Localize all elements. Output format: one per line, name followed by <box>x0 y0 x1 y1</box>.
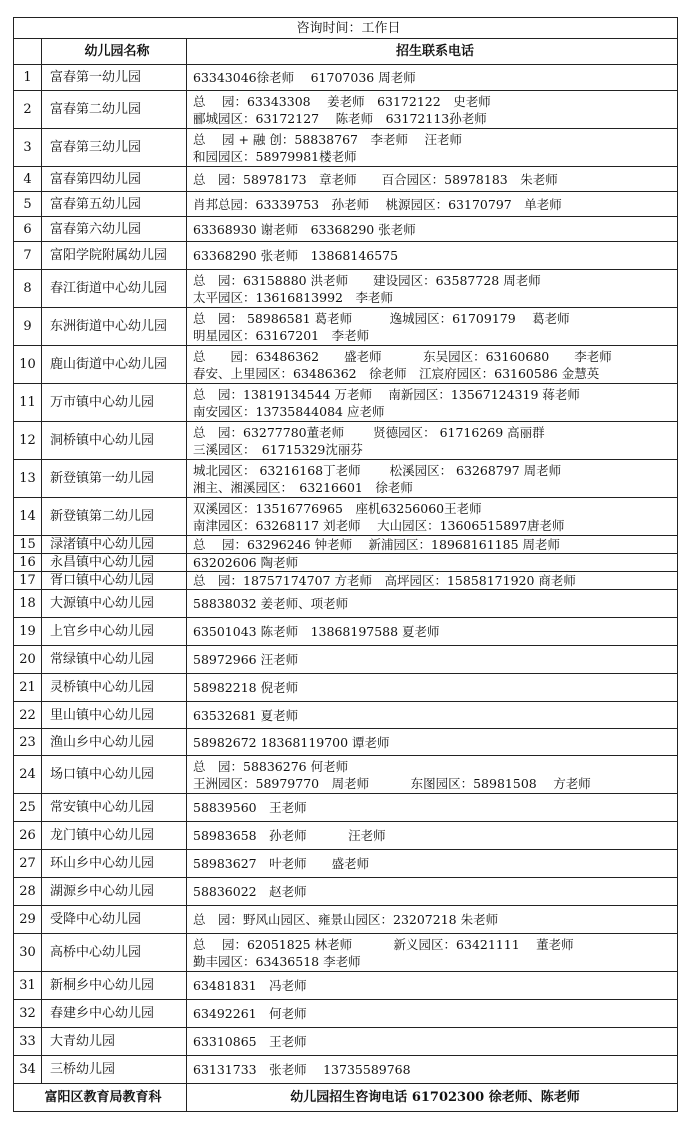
contact-phone-cell <box>187 906 678 934</box>
table-row <box>14 536 678 554</box>
kindergarten-name: 富春第六幼儿园 <box>42 217 187 242</box>
kindergarten-name: 春江街道中心幼儿园 <box>42 270 187 308</box>
row-number: 27 <box>14 850 42 878</box>
kindergarten-name: 受降中心幼儿园 <box>42 906 187 934</box>
kindergarten-name: 龙门镇中心幼儿园 <box>42 822 187 850</box>
contact-line: 58839560 王老师 <box>193 800 307 815</box>
contact-phone-cell <box>187 878 678 906</box>
table-row <box>14 794 678 822</box>
kindergarten-name: 富阳学院附属幼儿园 <box>42 242 187 270</box>
contact-line: 58982672 18368119700 谭老师 <box>193 734 390 750</box>
row-number: 25 <box>14 794 42 822</box>
contact-line: 63131733 张老师 13735589768 <box>193 1062 411 1077</box>
contact-line: 春安、上里园区：63486362 徐老师 江宸府园区：63160586 金慧英 <box>193 365 600 381</box>
contact-phone-cell <box>187 850 678 878</box>
contact-line: 和园园区：58979981楼老师 <box>193 148 357 164</box>
contact-phone-cell <box>187 794 678 822</box>
contact-line: 63532681 夏老师 <box>193 707 299 723</box>
kindergarten-contact-table <box>13 17 678 1112</box>
contact-phone-cell <box>187 65 678 91</box>
row-number: 22 <box>14 702 42 729</box>
contact-phone-cell <box>187 308 678 346</box>
table-row <box>14 702 678 729</box>
table-row <box>14 65 678 91</box>
row-number: 6 <box>14 217 42 242</box>
table-row <box>14 308 678 346</box>
table-row <box>14 756 678 794</box>
row-number: 26 <box>14 822 42 850</box>
kindergarten-name: 里山镇中心幼儿园 <box>42 702 187 729</box>
row-number: 29 <box>14 906 42 934</box>
contact-phone-cell <box>187 242 678 270</box>
contact-line: 三溪园区： 61715329沈丽芬 <box>193 441 363 457</box>
kindergarten-name: 新桐乡中心幼儿园 <box>42 972 187 1000</box>
header-row <box>14 39 678 65</box>
row-number: 4 <box>14 167 42 192</box>
row-number: 32 <box>14 1000 42 1028</box>
kindergarten-name: 灵桥镇中心幼儿园 <box>42 674 187 702</box>
contact-line: 58983627 叶老师 盛老师 <box>193 856 370 871</box>
contact-phone-cell <box>187 1028 678 1056</box>
row-number: 20 <box>14 646 42 674</box>
row-number: 24 <box>14 756 42 794</box>
contact-line: 总 园：62051825 林老师 新义园区：63421111 董老师 <box>193 936 574 952</box>
row-number: 23 <box>14 729 42 756</box>
contact-line: 总 园：63296246 钟老师 新浦园区：18968161185 周老师 <box>193 537 560 552</box>
contact-phone-cell <box>187 91 678 129</box>
contact-line: 总 园：63158880 洪老师 建设园区：63587728 周老师 <box>193 272 541 288</box>
table-row <box>14 906 678 934</box>
contact-phone-cell <box>187 217 678 242</box>
kindergarten-name: 富春第四幼儿园 <box>42 167 187 192</box>
contact-phone-cell <box>187 572 678 590</box>
row-number: 5 <box>14 192 42 217</box>
table-row <box>14 646 678 674</box>
contact-line: 双溪园区：13516776965 座机63256060王老师 <box>193 500 482 516</box>
table-row <box>14 346 678 384</box>
contact-line: 总 园：58978173 章老师 百合园区：58978183 朱老师 <box>193 171 558 187</box>
contact-phone-cell <box>187 346 678 384</box>
header-phone: 招生联系电话 <box>187 39 678 65</box>
table-row <box>14 460 678 498</box>
table-body <box>14 65 678 1084</box>
contact-line: 南津园区：63268117 刘老师 大山园区：13606515897唐老师 <box>193 517 565 533</box>
contact-phone-cell <box>187 270 678 308</box>
contact-phone-cell <box>187 384 678 422</box>
kindergarten-name: 大青幼儿园 <box>42 1028 187 1056</box>
table-row <box>14 590 678 618</box>
row-number: 8 <box>14 270 42 308</box>
table-row <box>14 217 678 242</box>
kindergarten-name: 三桥幼儿园 <box>42 1056 187 1084</box>
contact-line: 总 园：18757174707 方老师 高坪园区：15858171920 商老师 <box>193 573 576 588</box>
table-row <box>14 192 678 217</box>
table-row <box>14 242 678 270</box>
table-row <box>14 129 678 167</box>
contact-phone-cell <box>187 590 678 618</box>
row-number: 33 <box>14 1028 42 1056</box>
kindergarten-name: 春建乡中心幼儿园 <box>42 1000 187 1028</box>
contact-phone-cell <box>187 702 678 729</box>
contact-line: 湘主、湘溪园区： 63216601 徐老师 <box>193 479 413 495</box>
contact-line: 63310865 王老师 <box>193 1034 307 1049</box>
kindergarten-name: 环山乡中心幼儿园 <box>42 850 187 878</box>
kindergarten-name: 常安镇中心幼儿园 <box>42 794 187 822</box>
kindergarten-name: 东洲街道中心幼儿园 <box>42 308 187 346</box>
kindergarten-name: 新登镇第一幼儿园 <box>42 460 187 498</box>
contact-line: 总 园：58836276 何老师 <box>193 758 349 774</box>
contact-line: 总 园：63277780董老师 贤德园区： 61716269 高丽群 <box>193 424 545 440</box>
contact-line: 总 园：63343308 姜老师 63172122 史老师 <box>193 93 491 109</box>
table-row <box>14 1056 678 1084</box>
contact-phone-cell <box>187 674 678 702</box>
table-row <box>14 572 678 590</box>
contact-phone-cell <box>187 934 678 972</box>
table-row <box>14 822 678 850</box>
contact-line: 63368930 谢老师 63368290 张老师 <box>193 221 416 237</box>
contact-line: 郦城园区：63172127 陈老师 63172113孙老师 <box>193 110 487 126</box>
table-row <box>14 498 678 536</box>
kindergarten-name: 上官乡中心幼儿园 <box>42 618 187 646</box>
contact-line: 勤丰园区：63436518 李老师 <box>193 953 361 969</box>
contact-line: 总 园：野风山园区、雍景山园区：23207218 朱老师 <box>193 912 499 927</box>
contact-line: 63481831 冯老师 <box>193 978 307 993</box>
contact-line: 58983658 孙老师 汪老师 <box>193 828 386 843</box>
table-row <box>14 850 678 878</box>
row-number: 34 <box>14 1056 42 1084</box>
row-number: 16 <box>14 554 42 572</box>
row-number: 11 <box>14 384 42 422</box>
table-row <box>14 674 678 702</box>
contact-line: 城北园区： 63216168丁老师 松溪园区： 63268797 周老师 <box>193 462 562 478</box>
contact-phone-cell <box>187 1000 678 1028</box>
contact-line: 总 园 + 融 创：58838767 李老师 汪老师 <box>193 131 462 147</box>
contact-phone-cell <box>187 167 678 192</box>
kindergarten-name: 富春第一幼儿园 <box>42 65 187 91</box>
row-number: 3 <box>14 129 42 167</box>
contact-line: 南安园区：13735844084 应老师 <box>193 403 385 419</box>
header-index-blank <box>14 39 42 65</box>
row-number: 18 <box>14 590 42 618</box>
contact-phone-cell <box>187 756 678 794</box>
contact-line: 63368290 张老师 13868146575 <box>193 248 399 263</box>
table-row <box>14 972 678 1000</box>
kindergarten-name: 洞桥镇中心幼儿园 <box>42 422 187 460</box>
row-number: 17 <box>14 572 42 590</box>
row-number: 15 <box>14 536 42 554</box>
contact-line: 王洲园区：58979770 周老师 东图园区：58981508 方老师 <box>193 775 591 791</box>
kindergarten-name: 富春第二幼儿园 <box>42 91 187 129</box>
contact-line: 63202606 陶老师 <box>193 555 299 570</box>
contact-phone-cell <box>187 422 678 460</box>
row-number: 13 <box>14 460 42 498</box>
kindergarten-name: 万市镇中心幼儿园 <box>42 384 187 422</box>
table-row <box>14 618 678 646</box>
row-number: 19 <box>14 618 42 646</box>
contact-phone-cell <box>187 1056 678 1084</box>
row-number: 21 <box>14 674 42 702</box>
table-row <box>14 384 678 422</box>
contact-phone-cell <box>187 822 678 850</box>
header-name: 幼儿园名称 <box>42 39 187 65</box>
contact-line: 58972966 汪老师 <box>193 652 299 667</box>
row-number: 7 <box>14 242 42 270</box>
contact-phone-cell <box>187 729 678 756</box>
title-row <box>14 18 678 39</box>
contact-phone-cell <box>187 646 678 674</box>
footer-row <box>14 1084 678 1112</box>
table-row <box>14 1028 678 1056</box>
kindergarten-name: 渌渚镇中心幼儿园 <box>42 536 187 554</box>
row-number: 12 <box>14 422 42 460</box>
contact-line: 63501043 陈老师 13868197588 夏老师 <box>193 624 440 639</box>
kindergarten-name: 渔山乡中心幼儿园 <box>42 729 187 756</box>
row-number: 14 <box>14 498 42 536</box>
contact-phone-cell <box>187 554 678 572</box>
contact-phone-cell <box>187 129 678 167</box>
table-row <box>14 729 678 756</box>
row-number: 10 <box>14 346 42 384</box>
contact-phone-cell <box>187 618 678 646</box>
table-row <box>14 167 678 192</box>
table-row <box>14 270 678 308</box>
kindergarten-name: 大源镇中心幼儿园 <box>42 590 187 618</box>
kindergarten-name: 永昌镇中心幼儿园 <box>42 554 187 572</box>
table-row <box>14 1000 678 1028</box>
kindergarten-name: 常绿镇中心幼儿园 <box>42 646 187 674</box>
contact-line: 太平园区：13616813992 李老师 <box>193 289 393 305</box>
consult-time-title: 咨询时间：工作日 <box>14 18 678 39</box>
kindergarten-name: 胥口镇中心幼儿园 <box>42 572 187 590</box>
contact-line: 58836022 赵老师 <box>193 884 307 899</box>
kindergarten-name: 富春第三幼儿园 <box>42 129 187 167</box>
kindergarten-name: 富春第五幼儿园 <box>42 192 187 217</box>
table-row <box>14 422 678 460</box>
table-row <box>14 934 678 972</box>
row-number: 2 <box>14 91 42 129</box>
contact-line: 58838032 姜老师、项老师 <box>193 596 349 611</box>
row-number: 1 <box>14 65 42 91</box>
contact-phone-cell <box>187 460 678 498</box>
footer-department: 富阳区教育局教育科 <box>14 1084 187 1112</box>
kindergarten-name: 场口镇中心幼儿园 <box>42 756 187 794</box>
kindergarten-name: 湖源乡中心幼儿园 <box>42 878 187 906</box>
contact-phone-cell <box>187 498 678 536</box>
row-number: 31 <box>14 972 42 1000</box>
kindergarten-name: 新登镇第二幼儿园 <box>42 498 187 536</box>
contact-line: 肖邦总园：63339753 孙老师 桃源园区：63170797 单老师 <box>193 196 562 212</box>
footer-hotline: 幼儿园招生咨询电话 61702300 徐老师、陈老师 <box>187 1084 678 1112</box>
contact-line: 总 园： 58986581 葛老师 逸城园区：61709179 葛老师 <box>193 310 570 326</box>
contact-phone-cell <box>187 972 678 1000</box>
table-row <box>14 91 678 129</box>
row-number: 28 <box>14 878 42 906</box>
kindergarten-name: 鹿山街道中心幼儿园 <box>42 346 187 384</box>
contact-line: 63492261 何老师 <box>193 1006 307 1021</box>
contact-phone-cell <box>187 192 678 217</box>
contact-line: 63343046徐老师 61707036 周老师 <box>193 70 416 85</box>
row-number: 30 <box>14 934 42 972</box>
contact-line: 总 园：63486362 盛老师 东吴园区：63160680 李老师 <box>193 348 612 364</box>
table-row <box>14 878 678 906</box>
contact-line: 58982218 倪老师 <box>193 680 299 695</box>
contact-line: 总 园：13819134544 万老师 南新园区：13567124319 蒋老师 <box>193 386 580 402</box>
contact-phone-cell <box>187 536 678 554</box>
row-number: 9 <box>14 308 42 346</box>
kindergarten-name: 高桥中心幼儿园 <box>42 934 187 972</box>
contact-line: 明星园区：63167201 李老师 <box>193 327 370 343</box>
table-row <box>14 554 678 572</box>
